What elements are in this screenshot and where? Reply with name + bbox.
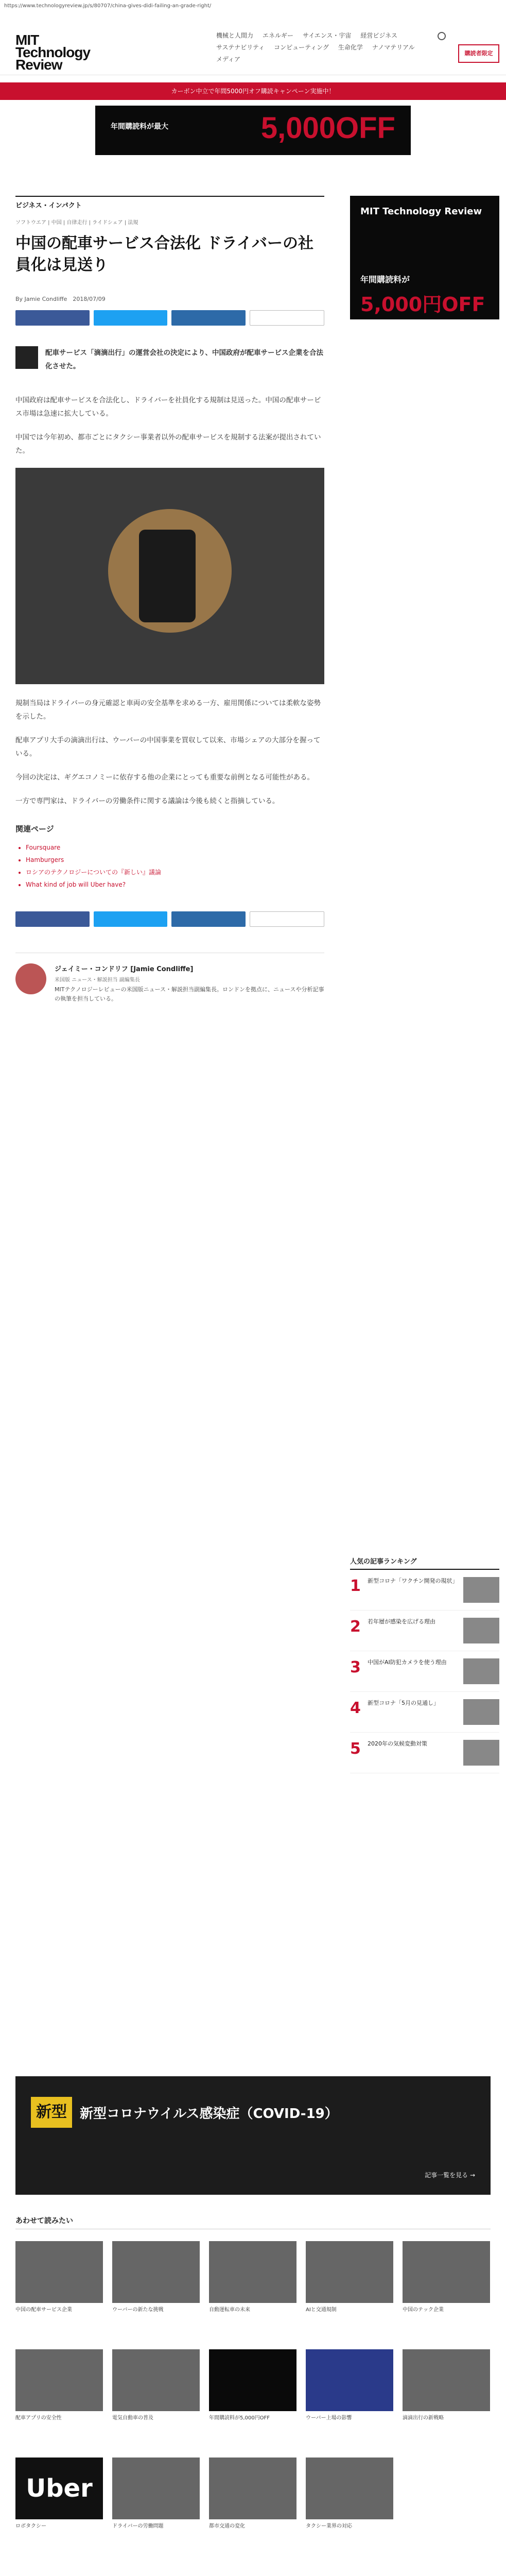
- ad-big-text: 5,000OFF: [260, 111, 395, 145]
- twitter-share-button[interactable]: [94, 310, 168, 326]
- covid-new-badge: 新型: [31, 2097, 72, 2128]
- related-heading: 関連ページ: [15, 824, 54, 834]
- lead-icon: [15, 346, 38, 369]
- card-title: ウーバーの新たな挑戦: [112, 2307, 164, 2313]
- card[interactable]: [112, 2458, 200, 2530]
- related-link[interactable]: • ロシアのテクノロジーについての『新しい』議論: [26, 866, 324, 878]
- card-title: ロボタクシー: [15, 2523, 46, 2529]
- nav-item[interactable]: ナノマテリアル: [372, 44, 415, 51]
- rank-thumbnail: [463, 1699, 499, 1725]
- author-desc: MITテクノロジーレビューの米国版ニュース・解説担当副編集長。ロンドンを拠点に、ニュースや分析記事の執筆を担当している。: [55, 986, 324, 1002]
- article-title: 中国の配車サービス合法化 ドライバーの社員化は見送り: [15, 234, 313, 274]
- rank-number: 3: [350, 1658, 361, 1676]
- rank-thumbnail: [463, 1658, 499, 1684]
- nav-item[interactable]: メディア: [216, 56, 241, 63]
- card-title: 滴滴出行の新戦略: [403, 2415, 444, 2421]
- ranking-item[interactable]: [350, 1570, 499, 1611]
- card-title: 中国のテック企業: [403, 2307, 444, 2313]
- card-image: [112, 2349, 200, 2411]
- paragraph: 今回の決定は、ギグエコノミーに依存する他の企業にとっても重要な前例となる可能性がある。: [15, 773, 314, 782]
- covid-title: 新型コロナウイルス感染症（COVID-19）: [80, 2106, 338, 2122]
- sidebar-ad[interactable]: [350, 196, 499, 319]
- article-lead: 配車サービス「滴滴出行」の運営会社の決定により、中国政府が配車サービス企業を合法化させた。: [45, 349, 323, 370]
- ranking-heading: 人気の記事ランキング: [350, 1556, 499, 1570]
- nav-item[interactable]: コンピューティング: [274, 44, 329, 51]
- card-image: [209, 2349, 296, 2411]
- rank-number: 1: [350, 1577, 361, 1595]
- article-tags[interactable]: ソフトウエア | 中国 | 自律走行 | ライドシェア | 法規: [15, 220, 138, 226]
- related-link[interactable]: • Hamburgers: [26, 854, 324, 866]
- nav-item[interactable]: サステナビリティ: [216, 44, 265, 51]
- article: [15, 196, 324, 1004]
- rank-title: 若年層が感染を広げる理由: [368, 1618, 435, 1625]
- card-image: [112, 2241, 200, 2303]
- ranking-item[interactable]: [350, 1733, 499, 1773]
- rank-title: 新型コロナ「ワクチン開発の現状」: [368, 1578, 458, 1584]
- twitter-share-button[interactable]: [94, 911, 168, 927]
- card-image: [15, 2241, 103, 2303]
- more-heading: あわせて読みたい: [15, 2215, 491, 2229]
- paragraph: 中国政府は配車サービスを合法化し、ドライバーを社員化する規制は見送った。中国の配車サービス市場は急速に拡大している。: [15, 396, 321, 418]
- card-title: 配車アプリの安全性: [15, 2415, 62, 2421]
- site-header: [0, 13, 506, 75]
- card-title: 都市交通の変化: [209, 2523, 245, 2529]
- card-title: ウーバー上場の影響: [306, 2415, 352, 2421]
- card-image: [209, 2241, 296, 2303]
- author-name[interactable]: ジェイミー・コンドリフ [Jamie Condliffe]: [55, 965, 194, 973]
- card[interactable]: [403, 2349, 490, 2422]
- card-image: Uber: [15, 2458, 103, 2519]
- covid-banner[interactable]: [15, 2076, 491, 2195]
- card-title: ドライバーの労働問題: [112, 2523, 164, 2529]
- card-title: 自動運転車の未来: [209, 2307, 250, 2313]
- site-logo[interactable]: MIT Technology Review: [15, 32, 91, 73]
- nav-item[interactable]: 機械と人間力: [216, 32, 254, 39]
- main-nav: [216, 31, 432, 63]
- paragraph: 規制当局はドライバーの身元確認と車両の安全基準を求める一方、雇用関係については柔軟な姿勢を示した。: [15, 699, 321, 721]
- ranking-item[interactable]: [350, 1611, 499, 1651]
- share-bar: [15, 310, 324, 326]
- nav-item[interactable]: サイエンス・宇宙: [303, 32, 352, 39]
- nav-item[interactable]: 経営ビジネス: [360, 32, 397, 39]
- card-image: [112, 2458, 200, 2519]
- card[interactable]: [306, 2241, 393, 2314]
- card-image: [403, 2349, 490, 2411]
- card-image: [306, 2241, 393, 2303]
- rank-number: 2: [350, 1618, 361, 1636]
- article-body: [15, 346, 324, 1004]
- subscribe-button[interactable]: 購読者限定: [458, 44, 499, 63]
- link-share-button[interactable]: [250, 911, 325, 927]
- card-image: [209, 2458, 296, 2519]
- card[interactable]: [15, 2241, 103, 2314]
- hatena-share-button[interactable]: [171, 911, 246, 927]
- author-role: 米国版 ニュース・解説担当 副編集長: [55, 977, 140, 983]
- related-link[interactable]: • Foursquare: [26, 841, 324, 854]
- related-link[interactable]: • What kind of job will Uber have?: [26, 878, 324, 891]
- card-image: [306, 2458, 393, 2519]
- hatena-share-button[interactable]: [171, 310, 246, 326]
- paragraph: 配車アプリ大手の滴滴出行は、ウーバーの中国事業を買収して以来、市場シェアの大部分を握っている。: [15, 736, 321, 758]
- ranking: [350, 1556, 499, 1773]
- ranking-item[interactable]: [350, 1651, 499, 1692]
- rank-title: 中国がAI防犯カメラを使う理由: [368, 1659, 447, 1666]
- card-title: 年間購読料が5,000円OFF: [209, 2415, 270, 2421]
- card[interactable]: [209, 2241, 296, 2314]
- card-title: 中国の配車サービス企業: [15, 2307, 72, 2313]
- paragraph: 一方で専門家は、ドライバーの労働条件に関する議論は今後も続くと指摘している。: [15, 797, 280, 805]
- rank-number: 5: [350, 1740, 361, 1758]
- covid-link[interactable]: 記事一覧を見る →: [425, 2172, 475, 2179]
- rank-thumbnail: [463, 1618, 499, 1643]
- ranking-item[interactable]: [350, 1692, 499, 1733]
- campaign-banner[interactable]: カーボン中立で年間5000円オフ購読キャンペーン実施中！: [0, 82, 506, 100]
- card[interactable]: [306, 2349, 393, 2422]
- author-avatar: [15, 963, 46, 994]
- card-title: AIと交通規制: [306, 2307, 337, 2313]
- card[interactable]: [112, 2349, 200, 2422]
- facebook-share-button[interactable]: [15, 911, 90, 927]
- sidebar-ad-sub: 年間購読料が: [360, 275, 410, 284]
- paragraph: 中国では今年初め、都市ごとにタクシー事業者以外の配車サービスを規制する法案が提出されていた。: [15, 433, 321, 455]
- card[interactable]: [15, 2349, 103, 2422]
- sidebar-ad-logo: MIT Technology Review: [360, 206, 482, 217]
- card[interactable]: [15, 2458, 103, 2530]
- card[interactable]: [209, 2458, 296, 2530]
- rank-thumbnail: [463, 1577, 499, 1603]
- card-image: [15, 2349, 103, 2411]
- card[interactable]: [112, 2241, 200, 2314]
- nav-item[interactable]: エネルギー: [263, 32, 294, 39]
- link-share-button[interactable]: [250, 310, 325, 326]
- card[interactable]: [403, 2241, 490, 2314]
- card-title: 電気自動車の普及: [112, 2415, 153, 2421]
- card-image: [403, 2241, 490, 2303]
- card-title: タクシー業界の対応: [306, 2523, 352, 2529]
- card-image: [306, 2349, 393, 2411]
- rank-thumbnail: [463, 1740, 499, 1766]
- card[interactable]: [306, 2458, 393, 2530]
- rank-number: 4: [350, 1699, 361, 1717]
- url-bar[interactable]: https://www.technologyreview.jp/s/80707/china-gives-didi-failing-an-grade-right/: [4, 3, 212, 9]
- top-ad-banner[interactable]: [95, 106, 411, 155]
- facebook-share-button[interactable]: [15, 310, 90, 326]
- article-byline: By Jamie Condliffe 2018/07/09: [15, 296, 106, 302]
- article-category[interactable]: ビジネス・インパクト: [15, 196, 324, 210]
- rank-title: 2020年の気候変動対策: [368, 1740, 427, 1747]
- rank-title: 新型コロナ「5月の見通し」: [368, 1700, 439, 1706]
- card[interactable]: [209, 2349, 296, 2422]
- sidebar-ad-big: 5,000円OFF: [360, 293, 485, 316]
- article-photo: [15, 468, 324, 684]
- ad-text: 年間購読料が最大: [111, 123, 168, 131]
- author-box: [15, 953, 324, 1004]
- search-icon[interactable]: [438, 32, 446, 40]
- nav-item[interactable]: 生命化学: [338, 44, 363, 51]
- sidebar: [350, 196, 499, 1773]
- share-bar-bottom: [15, 911, 324, 927]
